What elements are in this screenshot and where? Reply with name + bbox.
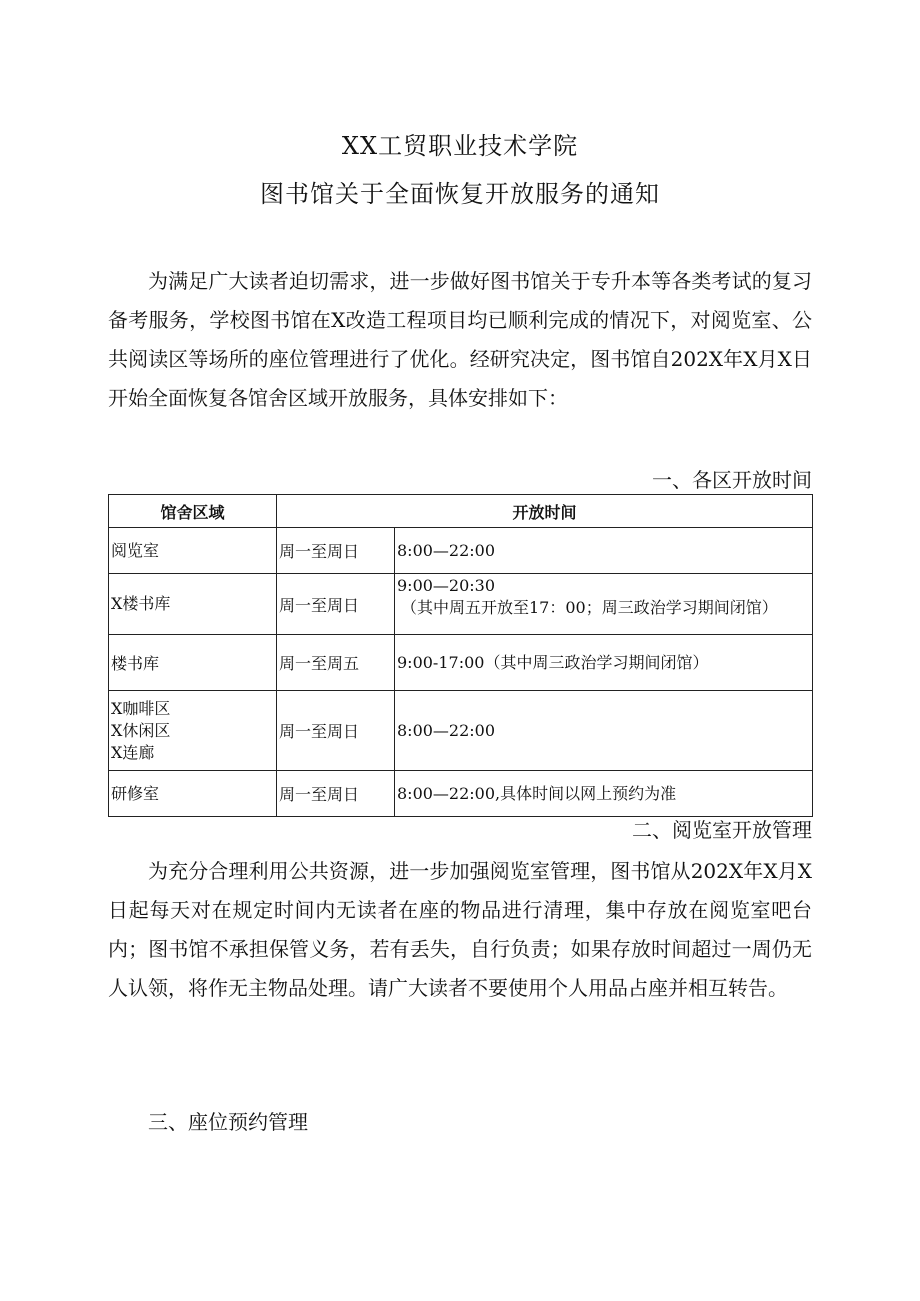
table-row [109,528,813,574]
area-text: X楼书库 [111,594,171,613]
time-clip [397,575,810,633]
days-cell: 周一至周日 [277,771,395,817]
days-cell: 周一至周五 [277,635,395,691]
area-cell [109,771,277,817]
section2-heading: 二、阅览室开放管理 [632,818,812,842]
area-text: X休闲区 [111,720,171,740]
document-title: XX工贸职业技术学院 [341,132,579,160]
time-cell [395,691,813,771]
table-row [109,635,813,691]
time-cell [395,635,813,691]
area-text: 楼书库 [111,653,160,673]
area-cell [109,691,277,771]
area-text: 阅览室 [111,540,160,560]
section2-paragraph: 为充分合理利用公共资源，进一步加强阅览室管理，图书馆从202X年X月X日起每天对在规定时间内无读者在座的物品进行清理，集中存放在阅览室吧台内；图书馆不承担保管义务，若有丢失，自行负责；如果存放时间超过一周仍无人认领，将作无主物品处理。请广大读者不要使用个人用品占座并相互转告。 [108,859,812,1000]
table-header-area: 馆舍区域 [109,495,277,528]
days-cell: 周一至周日 [277,574,395,635]
area-cell [109,574,277,635]
area-text: 研修室 [111,783,160,803]
area-cell [109,635,277,691]
table-row [109,574,813,635]
days-cell: 周一至周日 [277,691,395,771]
section1-heading: 一、各区开放时间 [652,468,812,492]
table-header-time: 开放时间 [277,495,813,528]
section3-heading: 三、座位预约管理 [148,1110,308,1134]
days-cell: 周一至周日 [277,528,395,574]
table-header-row [109,495,813,528]
time-cell [395,528,813,574]
time-cell [395,771,813,817]
time-text: 8:00—22:00 [397,720,496,740]
intro-paragraph: 为满足广大读者迫切需求，进一步做好图书馆关于专升本等各类考试的复习备考服务，学校图书馆在X改造工程项目均已顺利完成的情况下，对阅览室、公共阅读区等场所的座位管理进行了优化。经研究决定，图书馆自202X年X月X日开始全面恢复各馆舍区域开放服务，具体安排如下： [108,269,812,410]
time-note: （其中周五开放至17：00；周三政治学习期间闭馆） [401,598,778,617]
area-text: X咖啡区 [111,698,171,718]
document-subtitle: 图书馆关于全面恢复开放服务的通知 [260,180,660,208]
area-text: X连廊 [111,742,155,762]
time-text: 9:00—20:30 [397,576,496,595]
table-row [109,691,813,771]
area-cell [109,528,277,574]
time-text: 8:00—22:00,具体时间以网上预约为准 [397,783,677,803]
time-text: 9:00-17:00（其中周三政治学习期间闭馆） [397,652,709,672]
opening-hours-table [108,494,813,817]
time-cell [395,574,813,635]
time-text: 8:00—22:00 [397,540,496,560]
table-row [109,771,813,817]
